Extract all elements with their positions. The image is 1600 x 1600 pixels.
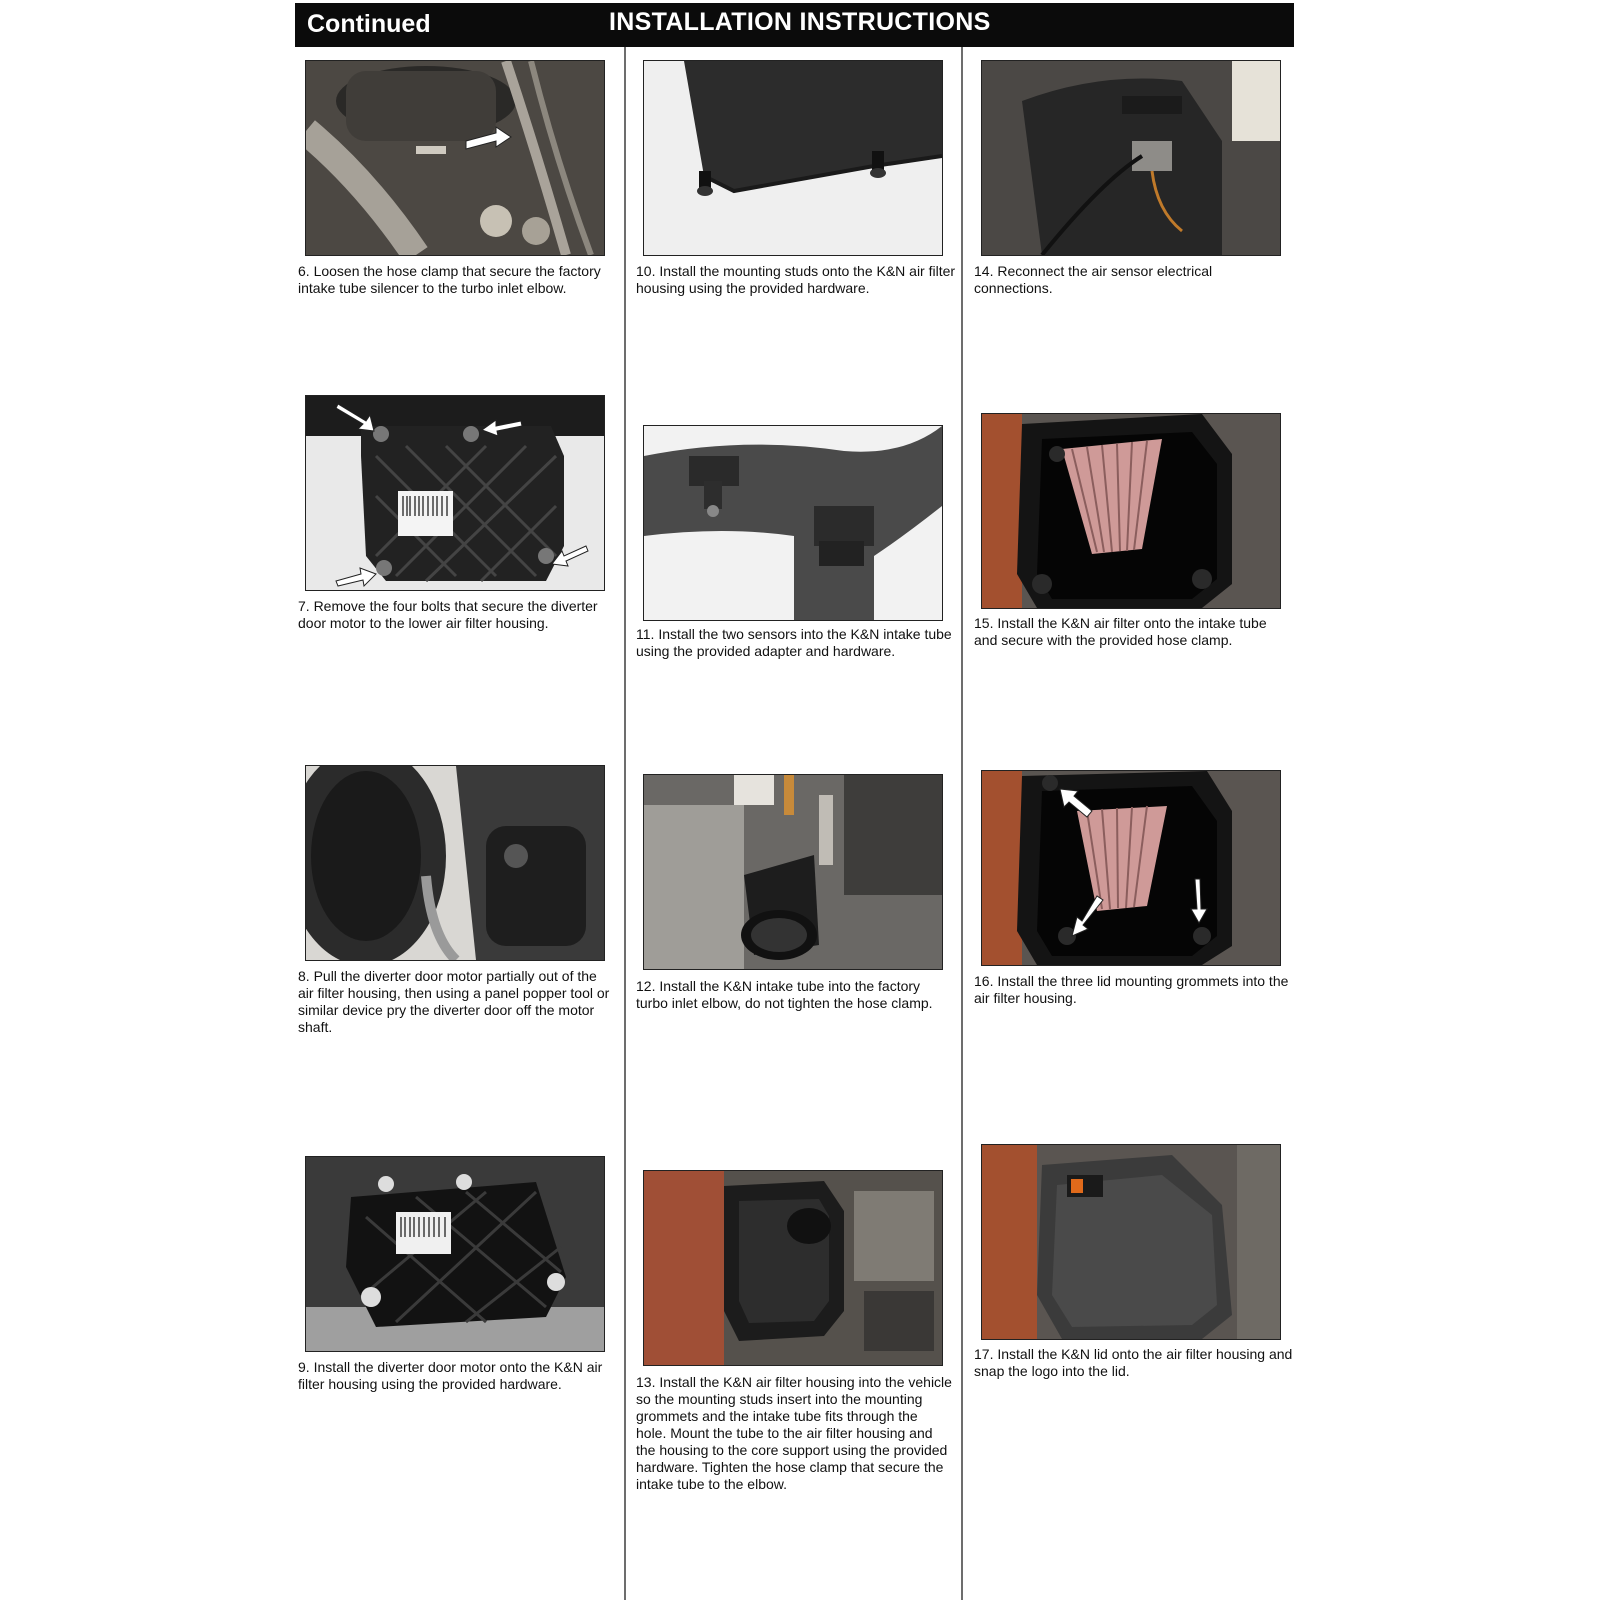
step-14-caption <box>974 263 1299 297</box>
step-13-photo <box>643 1170 943 1366</box>
caption-line: 14. Reconnect the air sensor electrical <box>974 263 1213 279</box>
caption-line: snap the logo into the lid. <box>974 1363 1130 1379</box>
column-divider <box>961 47 963 1600</box>
step-9-caption <box>298 1359 618 1393</box>
caption-line: housing using the provided hardware. <box>636 280 870 296</box>
caption-line: 9. Install the diverter door motor onto the K&N air <box>298 1359 603 1375</box>
caption-line: shaft. <box>298 1019 333 1035</box>
caption-line: similar device pry the diverter door off the motor <box>298 1002 595 1018</box>
header-bar <box>295 3 1294 47</box>
step-11-photo <box>643 425 943 621</box>
step-9-photo <box>305 1156 605 1352</box>
caption-line: air filter housing, then using a panel popper tool or <box>298 985 610 1001</box>
page-title: INSTALLATION INSTRUCTIONS <box>609 8 991 36</box>
step-8-caption <box>298 968 618 1036</box>
caption-line: 15. Install the K&N air filter onto the intake tube <box>974 615 1267 631</box>
caption-line: 11. Install the two sensors into the K&N intake tube <box>636 626 952 642</box>
step-10-photo <box>643 60 943 256</box>
step-7-photo <box>305 395 605 591</box>
caption-line: connections. <box>974 280 1053 296</box>
caption-line: so the mounting studs insert into the mounting <box>636 1391 923 1407</box>
step-15-caption <box>974 615 1299 649</box>
caption-line: 6. Loosen the hose clamp that secure the factory <box>298 263 601 279</box>
step-11-caption <box>636 626 956 660</box>
caption-line: grommets and the intake tube fits through the <box>636 1408 918 1424</box>
step-8-photo <box>305 765 605 961</box>
caption-line: intake tube silencer to the turbo inlet elbow. <box>298 280 567 296</box>
caption-line: intake tube to the elbow. <box>636 1476 787 1492</box>
caption-line: 17. Install the K&N lid onto the air filter housing and <box>974 1346 1293 1362</box>
step-12-caption <box>636 978 956 1012</box>
caption-line: and secure with the provided hose clamp. <box>974 632 1233 648</box>
step-16-photo <box>981 770 1281 966</box>
caption-line: filter housing using the provided hardware. <box>298 1376 562 1392</box>
step-12-photo <box>643 774 943 970</box>
step-17-caption <box>974 1346 1299 1380</box>
caption-line: door motor to the lower air filter housing. <box>298 615 549 631</box>
caption-line: 8. Pull the diverter door motor partially out of the <box>298 968 597 984</box>
caption-line: the housing to the core support using the provided <box>636 1442 948 1458</box>
step-14-photo <box>981 60 1281 256</box>
step-13-caption <box>636 1374 956 1493</box>
step-10-caption <box>636 263 956 297</box>
continued-label: Continued <box>307 10 431 38</box>
caption-line: 10. Install the mounting studs onto the K&N air filter <box>636 263 956 279</box>
caption-line: hole. Mount the tube to the air filter housing and <box>636 1425 933 1441</box>
step-6-photo <box>305 60 605 256</box>
step-7-caption <box>298 598 618 632</box>
caption-line: 7. Remove the four bolts that secure the diverter <box>298 598 598 614</box>
caption-line: hardware. Tighten the hose clamp that secure the <box>636 1459 944 1475</box>
caption-line: turbo inlet elbow, do not tighten the hose clamp. <box>636 995 933 1011</box>
caption-line: 13. Install the K&N air filter housing into the vehicle <box>636 1374 952 1390</box>
step-17-photo <box>981 1144 1281 1340</box>
step-15-photo <box>981 413 1281 609</box>
caption-line: 16. Install the three lid mounting grommets into the <box>974 973 1289 989</box>
caption-line: using the provided adapter and hardware. <box>636 643 896 659</box>
step-16-caption <box>974 973 1299 1007</box>
caption-line: air filter housing. <box>974 990 1077 1006</box>
caption-line: 12. Install the K&N intake tube into the factory <box>636 978 921 994</box>
step-6-caption <box>298 263 618 297</box>
column-divider <box>624 47 626 1600</box>
